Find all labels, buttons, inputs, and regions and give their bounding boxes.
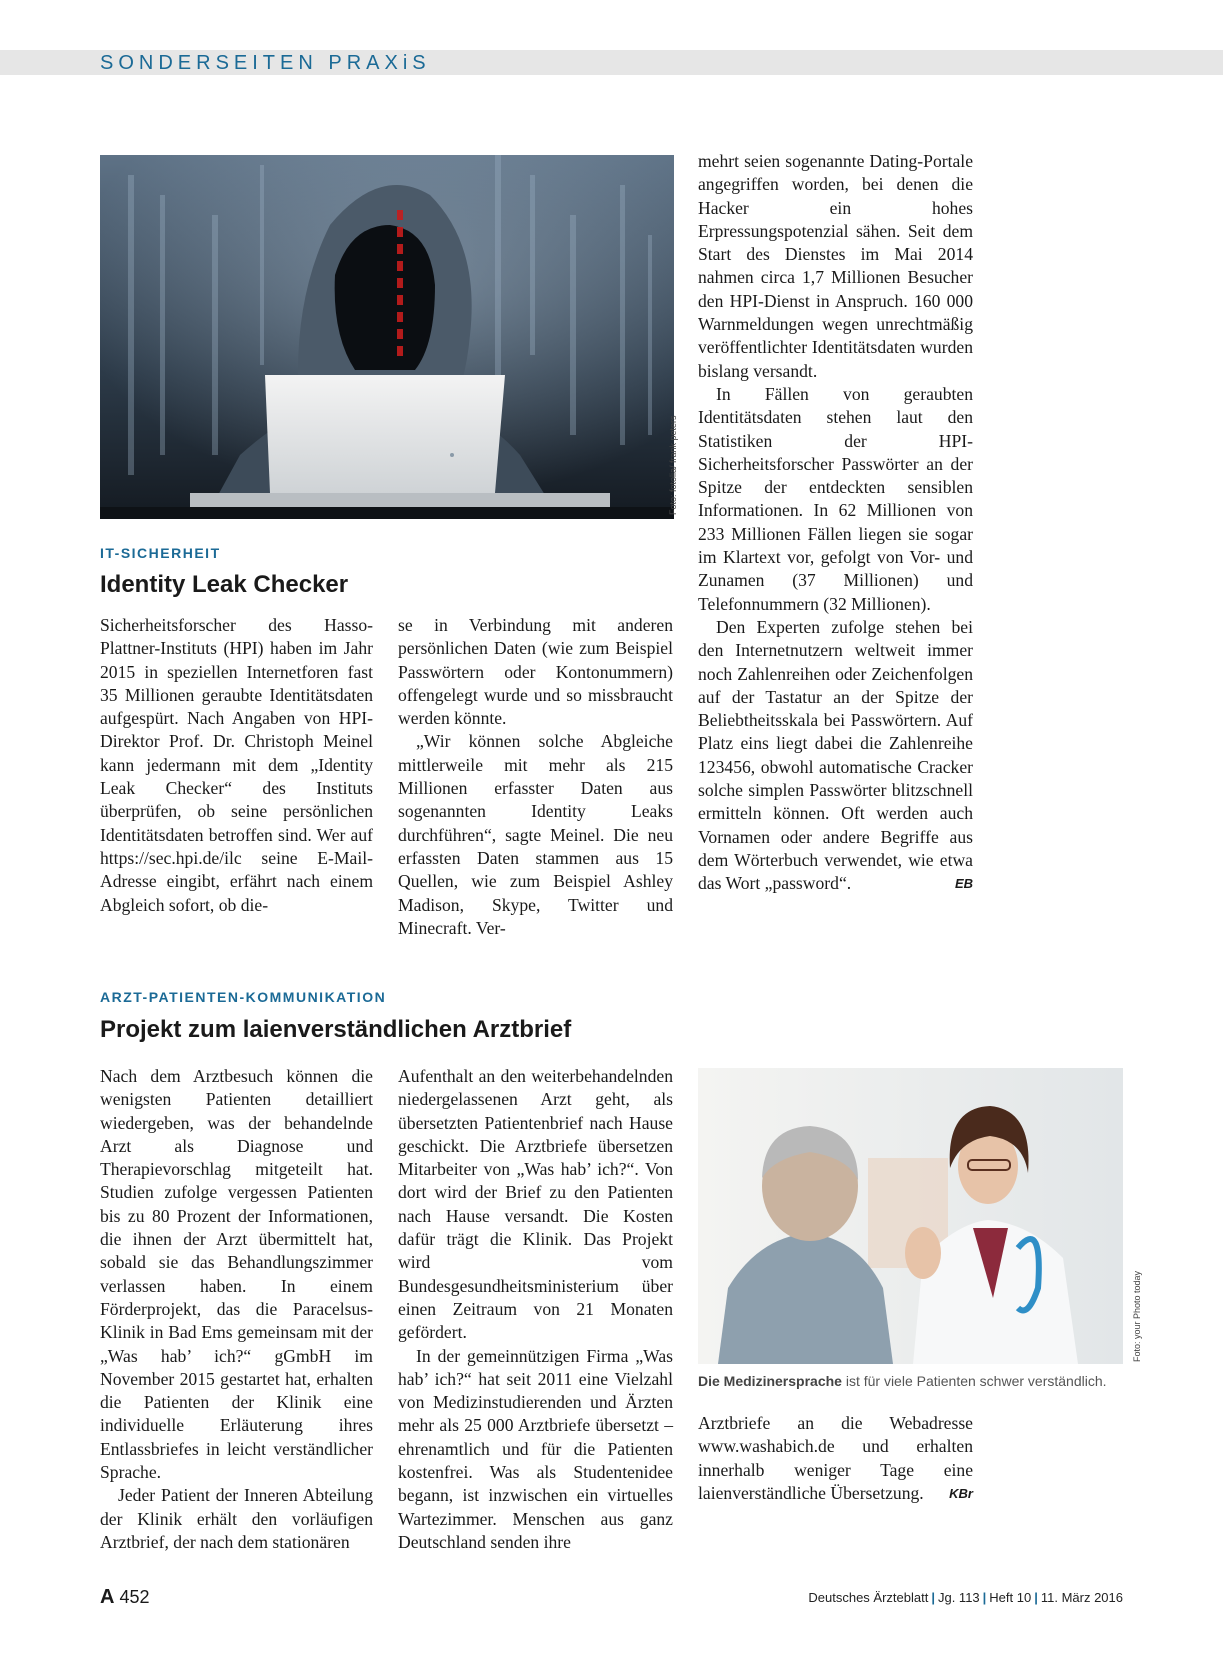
article2-column-2	[398, 1065, 673, 1554]
article2-paragraph: Aufenthalt an den weiterbehandelnden niedergelassenen Arzt geht, als übersetzten Patientenbrief nach Hause geschickt. Die Arztbriefe übersetzen Mitarbeiter von „Was hab’ ich?“. Von dort wird der Brief zu den Patienten nach Hause versandt. Die Kosten dafür trägt die Klinik. Das Projekt wird vom Bundesgesundheitsministerium über einen Zeitraum von 21 Monaten gefördert.	[398, 1066, 673, 1343]
doctor-patient-photo	[698, 1068, 1123, 1364]
photo-credit-hacker: Foto: fotolia/ frank peters	[668, 415, 678, 515]
article1-signature: EB	[954, 876, 973, 892]
article1-paragraph: „Wir können solche Abgleiche mittlerweile mit mehr als 215 Millionen erfasster Daten aus sogenannten Identity Leaks durchführen“, sagte Meinel. Die neu erfassten Daten stammen aus 15 Quellen, wie zum Beispiel Ashley Madison, Skype, Twitter und Minecraft. Ver-	[398, 731, 673, 938]
article1-paragraph: In Fällen von geraubten Identitätsdaten stehen laut den Statistiken der HPI-Sicherheitsforscher Passwörter an der Spitze der entdeckten sensiblen Informationen. In 62 Millionen von 233 Millionen Fällen liegen sie sogar im Klartext vor, gefolgt von Vor- und Zunamen (37 Millionen) und Telefonnummern (32 Millionen).	[698, 383, 973, 614]
article2-kicker: ARZT-PATIENTEN-KOMMUNIKATION	[100, 989, 387, 1005]
article2-text: Arztbriefe an die Webadresse www.washabich.de und erhalten innerhalb weniger Tage eine laienverständliche Übersetzung.	[698, 1413, 973, 1503]
article2-paragraph: In der gemeinnützigen Firma „Was hab’ ich?“ hat seit 2011 eine Vielzahl von Medizinstudierenden und Ärzten mehr als 25 000 Arztbriefe übersetzt – ehrenamtlich und für die Patienten kostenfrei. Was als Studentenidee begann, ist inzwischen ein virtuelles Wartezimmer. Menschen aus ganz Deutschland senden ihre	[398, 1345, 673, 1552]
journal-name: Deutsches Ärzteblatt	[808, 1590, 929, 1605]
article1-paragraph: mehrt seien sogenannte Dating-Portale angegriffen worden, bei denen die Hacker ein hohes Erpressungspotenzial sähen. Seit dem Start des Dienstes im Mai 2014 nahmen circa 1,7 Millionen Besucher den HPI-Dienst in Anspruch. 160 000 Warnmeldungen wegen unrechtmäßig veröffentlichter Identitätsdaten wurden bislang versandt.	[698, 151, 973, 381]
article2-paragraph: Nach dem Arztbesuch können die wenigsten Patienten detailliert wiedergeben, was der behandelnde Arzt als Diagnose und Therapievorschlag mitgeteilt hat. Studien zufolge vergessen Patienten bis zu 80 Prozent der Informationen, die ihnen der Arzt übermittelt hat, sobald sie das Behandlungszimmer verlassen haben. In einem Förderprojekt, das die Paracelsus-Klinik in Bad Ems gemeinsam mit der „Was hab’ ich?“ gGmbH im November 2015 gestartet hat, erhalten die Patienten der Klinik eine individuelle Erläuterung ihres Entlassbriefes in leicht verständlicher Sprache.	[100, 1066, 373, 1483]
journal-volume: Jg. 113	[937, 1590, 980, 1605]
article2-signature: KBr	[949, 1485, 973, 1501]
page-number	[100, 1586, 150, 1609]
article1-paragraph	[698, 616, 973, 896]
caption-text: ist für viele Patienten schwer verständlich.	[841, 1373, 1107, 1389]
article1-kicker: IT-SICHERHEIT	[100, 545, 221, 561]
photo-credit-doctor: Foto: your Photo today	[1132, 1270, 1142, 1362]
article2-column-3	[698, 1412, 973, 1505]
hacker-photo	[100, 155, 674, 519]
caption-lead: Die Medizinersprache	[698, 1373, 842, 1389]
article1-text: Den Experten zufolge stehen bei den Internetnutzern weltweit immer noch Zahlenreihen oder Zeichenfolgen auf der Tastatur an der Spitze der Beliebtheitsskala bei Passwörtern. Auf Platz eins liegt dabei die Zahlenreihe 123456, obwohl automatische Cracker solche simplen Passwörter blitzschnell ermitteln können. Oft werden auch Vornamen oder andere Begriffe aus dem Wörterbuch verwendet, wie etwa das Wort „password“.	[698, 616, 973, 894]
section-title: SONDERSEITEN PRAXiS	[100, 52, 431, 74]
article1-column-3	[698, 150, 973, 896]
page-prefix: A	[100, 1586, 115, 1608]
article1-paragraph: se in Verbindung mit anderen persönlichen Daten (wie zum Beispiel Passwörtern oder Kontonummern) offengelegt wurde und so missbraucht werden könnte.	[398, 615, 673, 729]
article2-paragraph: Jeder Patient der Inneren Abteilung der Klinik erhält den vorläufigen Arztbrief, der nach dem stationären	[100, 1485, 373, 1552]
article2-headline: Projekt zum laienverständlichen Arztbrief	[100, 1016, 572, 1043]
article1-headline: Identity Leak Checker	[100, 571, 349, 598]
photo-caption	[698, 1373, 1128, 1389]
journal-info: Deutsches Ärzteblatt | Jg. 113 | Heft 10 | 11. März 2016	[808, 1590, 1123, 1605]
article1-column-1	[100, 614, 373, 917]
page-number-value: 452	[119, 1587, 150, 1607]
article1-paragraph: Sicherheitsforscher des Hasso-Plattner-Instituts (HPI) haben im Jahr 2015 in speziellen Internetforen fast 35 Millionen geraubte Identitätsdaten aufgespürt. Nach Angaben von HPI-Direktor Prof. Dr. Christoph Meinel kann jedermann mit dem „Identity Leak Checker“ des Instituts überprüfen, ob seine persönlichen Identitätsdaten betroffen sind. Wer auf https://sec.hpi.de/ilc seine E-Mail-Adresse eingibt, erfährt nach einem Abgleich sofort, ob die-	[100, 615, 373, 915]
journal-issue: Heft 10	[989, 1590, 1032, 1605]
article2-column-1	[100, 1065, 373, 1554]
journal-date: 11. März 2016	[1040, 1590, 1123, 1605]
article1-column-2	[398, 614, 673, 940]
article2-paragraph	[698, 1412, 973, 1505]
